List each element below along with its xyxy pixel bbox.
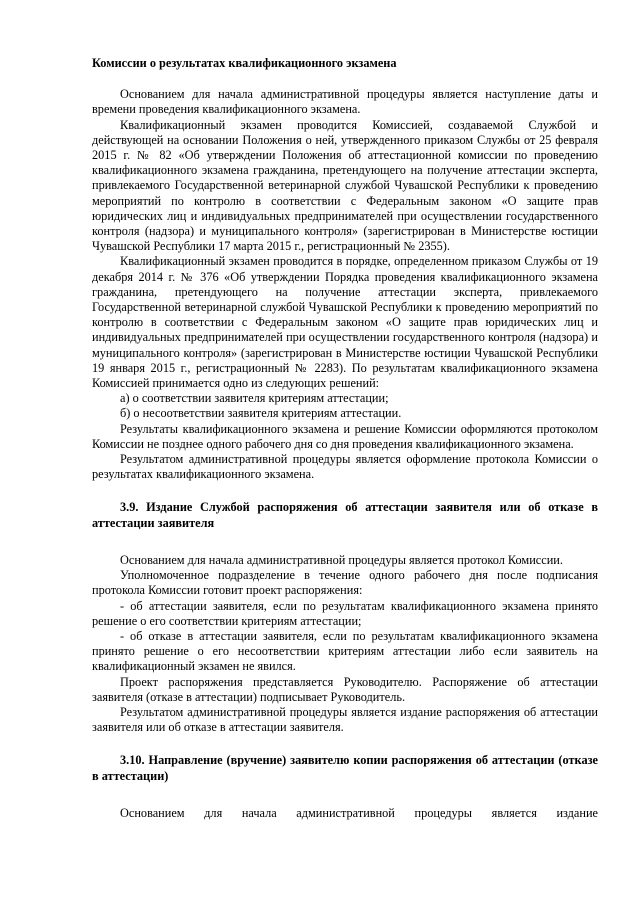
section-heading-3-10: 3.10. Направление (вручение) заявителю копии распоряжения об аттестации (отказе в аттестации) <box>92 753 598 783</box>
paragraph: Основанием для начала административной процедуры является наступление даты и времени проведения квалификационного экзамена. <box>92 87 598 117</box>
list-item: - об аттестации заявителя, если по результатам квалификационного экзамена принято решение о его соответствии критериям аттестации; <box>92 598 598 628</box>
section-heading-continuation: Комиссии о результатах квалификационного экзамена <box>92 56 397 70</box>
paragraph: Квалификационный экзамен проводится в порядке, определенном приказом Службы от 19 декабря 2014 г. № 376 «Об утверждении Порядка проведения квалификационного экзамена гражданина, претендующего на получение аттестации эксперта, привлекаемого Государственной ветеринарной службой Чувашской Республики к проведению мероприятий по контролю в соответствии с Федеральным законом «О защите прав юридических лиц и индивидуальных предпринимателей при осуществлении государственного контроля (надзора) и муниципального контроля» (зарегистрирован в Министерстве юстиции Чувашской Республики 19 января 2015 г., регистрационный № 2283). По результатам квалификационного экзамена Комиссией принимается одно из следующих решений: <box>92 254 598 391</box>
list-item: - об отказе в аттестации заявителя, если по результатам квалификационного экзамена принято решение о его несоответствии критериям аттестации либо если заявитель на квалификационный экзамен не явился. <box>92 628 598 674</box>
paragraph: Квалификационный экзамен проводится Комиссией, создаваемой Службой и действующей на основании Положения о ней, утвержденного приказом Службы от 25 февраля 2015 г. № 82 «Об утверждении Положения об аттестационной комиссии по проведению квалификационного экзамена гражданина, претендующего на получение аттестации эксперта, привлекаемого Государственной ветеринарной службой Чувашской Республики к проведению мероприятий по контролю в соответствии с Федеральным законом «О защите прав юридических лиц и индивидуальных предпринимателей при осуществлении государственного контроля (надзора) и муниципального контроля» (зарегистрирован в Министерстве юстиции Чувашской Республики 17 марта 2015 г., регистрационный № 2355). <box>92 117 598 254</box>
list-item: а) о соответствии заявителя критериям аттестации; <box>120 391 389 406</box>
section-heading-3-9: 3.9. Издание Службой распоряжения об аттестации заявителя или об отказе в аттестации заявителя <box>92 500 598 530</box>
paragraph: Результатом административной процедуры является оформление протокола Комиссии о результатах квалификационного экзамена. <box>92 452 598 482</box>
paragraph: Уполномоченное подразделение в течение одного рабочего дня после подписания протокола Комиссии готовит проект распоряжения: <box>92 568 598 598</box>
paragraph: Проект распоряжения представляется Руководителю. Распоряжение об аттестации заявителя (отказе в аттестации) подписывает Руководитель. <box>92 674 598 704</box>
paragraph: Основанием для начала административной процедуры является протокол Комиссии. <box>120 552 563 567</box>
paragraph: Результатом административной процедуры является издание распоряжения об аттестации заявителя или об отказе в аттестации заявителя. <box>92 704 598 735</box>
list-item: б) о несоответствии заявителя критериям аттестации. <box>120 406 402 421</box>
paragraph: Основанием для начала административной процедуры является издание <box>120 805 598 820</box>
paragraph: Результаты квалификационного экзамена и решение Комиссии оформляются протоколом Комиссии не позднее одного рабочего дня со дня проведения квалификационного экзамена. <box>92 421 598 451</box>
